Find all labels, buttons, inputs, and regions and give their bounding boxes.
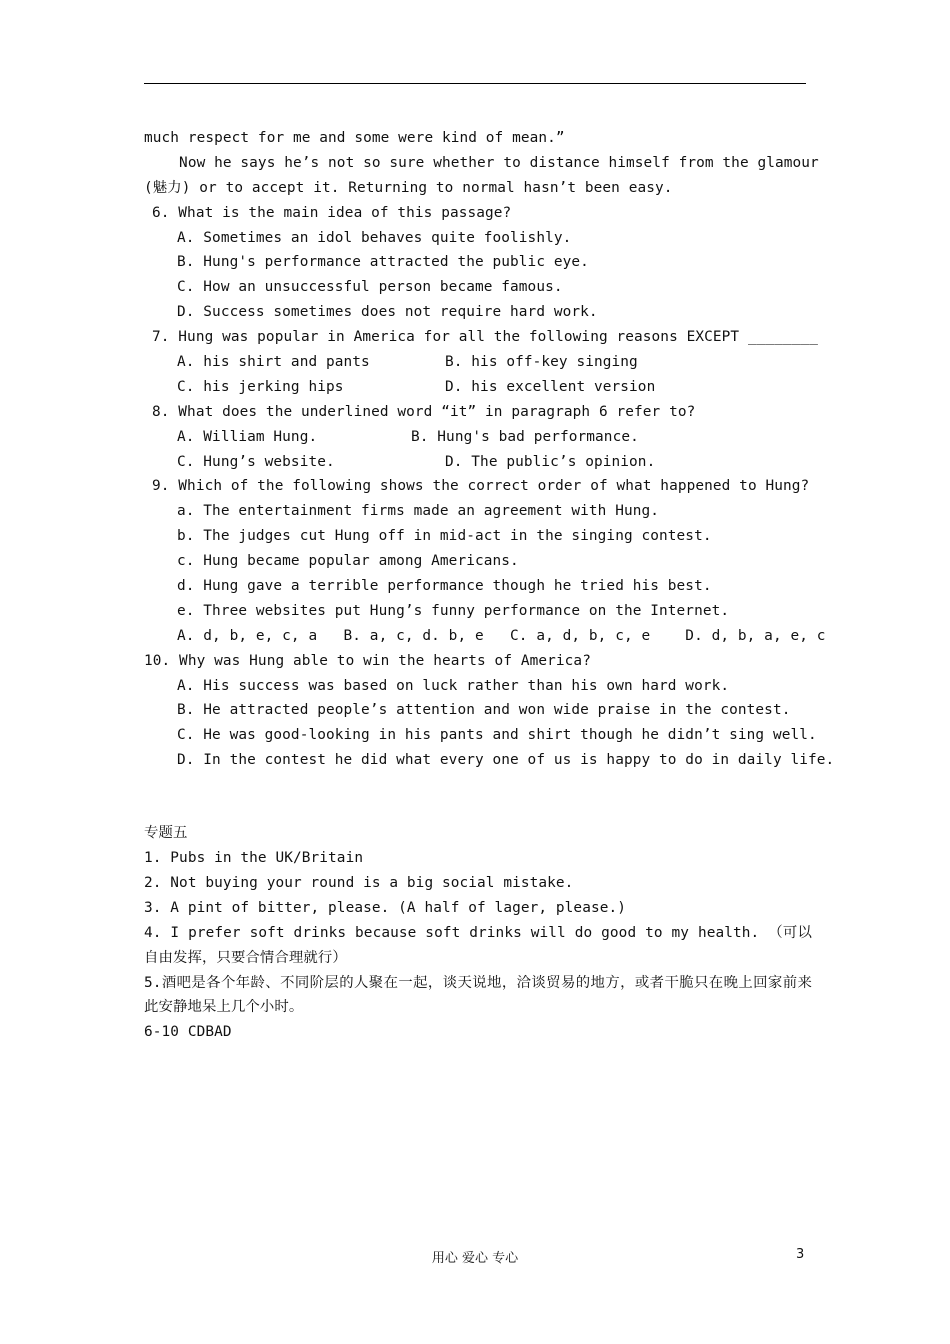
question-7-option-d: D. his excellent version [445, 378, 656, 395]
question-10-option-a: A. His success was based on luck rather than his own hard work. [177, 677, 730, 694]
question-7-stem: 7. Hung was popular in America for all the following reasons EXCEPT ________ [152, 329, 819, 346]
section-gap [144, 773, 812, 821]
answer-4: 4. I prefer soft drinks because soft drinks will do good to my health. （可以自由发挥，只要合情合理就行） [144, 924, 812, 966]
question-7-row-1 [144, 350, 812, 375]
question-6-option-a: A. Sometimes an idol behaves quite foolishly. [177, 229, 572, 246]
question-6-option-b: B. Hung's performance attracted the public eye. [177, 254, 589, 271]
question-9-options: A. d, b, e, c, a B. a, c, d. b, e C. a, d, b, c, e D. d, b, a, e, c [177, 627, 826, 644]
question-8-option-b: B. Hung's bad performance. [411, 428, 639, 445]
answer-2: 2. Not buying your round is a big social mistake. [144, 874, 574, 891]
question-6-option-d: D. Success sometimes does not require hard work. [177, 304, 598, 321]
question-9-event-d: d. Hung gave a terrible performance though he tried his best. [177, 578, 712, 595]
answer-5: 5.酒吧是各个年龄、不同阶层的人聚在一起，谈天说地，洽谈贸易的地方，或者干脆只在晚上回家前来此安静地呆上几个小时。 [144, 974, 812, 1016]
footer-motto: 用心 爱心 专心 [431, 1251, 519, 1266]
question-10-option-d: D. In the contest he did what every one of us is happy to do in daily life. [177, 752, 835, 769]
question-6-option-c: C. How an unsuccessful person became famous. [177, 279, 563, 296]
question-7-option-c: C. his jerking hips [177, 378, 344, 395]
answer-6-10: 6-10 CDBAD [144, 1024, 232, 1041]
question-9-event-b: b. The judges cut Hung off in mid-act in the singing contest. [177, 528, 712, 545]
question-8-stem: 8. What does the underlined word “it” in paragraph 6 refer to? [152, 403, 696, 420]
question-6-stem: 6. What is the main idea of this passage? [152, 204, 512, 221]
question-10-option-c: C. He was good-looking in his pants and shirt though he didn’t sing well. [177, 727, 817, 744]
question-7-option-b: B. his off-key singing [445, 354, 638, 371]
question-7-row-2 [144, 375, 812, 400]
question-8-option-c: C. Hung’s website. [177, 453, 335, 470]
question-7-option-a: A. his shirt and pants [177, 354, 370, 371]
question-8-row-1 [144, 425, 812, 450]
answer-1: 1. Pubs in the UK/Britain [144, 850, 364, 867]
question-9-event-e: e. Three websites put Hung’s funny performance on the Internet. [177, 602, 730, 619]
question-8-option-d: D. The public’s opinion. [445, 453, 656, 470]
question-8-option-a: A. William Hung. [177, 428, 318, 445]
question-10-stem: 10. Why was Hung able to win the hearts of America? [144, 652, 591, 669]
header-rule [144, 83, 806, 84]
question-9-event-c: c. Hung became popular among Americans. [177, 553, 519, 570]
answer-3: 3. A pint of bitter, please. (A half of lager, please.) [144, 899, 627, 916]
answers-heading: 专题五 [144, 825, 188, 842]
passage-paragraph-line2: (魅力) or to accept it. Returning to normal hasn’t been easy. [144, 179, 673, 196]
question-8-row-2 [144, 450, 812, 475]
document-body [144, 126, 835, 1045]
question-9-event-a: a. The entertainment firms made an agreement with Hung. [177, 503, 660, 520]
question-10-option-b: B. He attracted people’s attention and won wide praise in the contest. [177, 702, 791, 719]
passage-paragraph-line1: Now he says he’s not so sure whether to distance himself from the glamour [144, 154, 819, 171]
page-number: 3 [796, 1247, 805, 1262]
passage-continuation: much respect for me and some were kind of mean.” [144, 130, 565, 146]
question-9-stem: 9. Which of the following shows the correct order of what happened to Hung? [152, 478, 810, 495]
